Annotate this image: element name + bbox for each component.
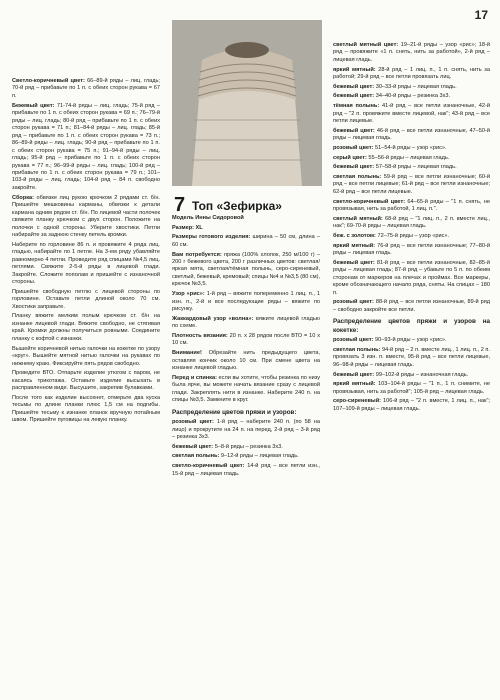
color-step-text: 88-й ряд – все петли изнаночные, 89-й ряд – свободно закройте все петли.: [333, 299, 490, 313]
color-step-label: розовый цвет:: [333, 144, 374, 151]
spec-line: [172, 316, 320, 331]
color-step-text: 68-й ряд – "1 лиц. п., 2 п. вместе лиц., нак"; 69-70-й ряды – лицевая гладь.: [333, 215, 490, 230]
color-step-label: серый цвет:: [333, 154, 367, 161]
yoke-step-text: 103–104-й ряды – "1 п., 1 п. снимите, не провязывая, нить за работой"; 105-й ряд – лицевая гладь.: [333, 381, 490, 395]
yoke-step-text: 90–93-й ряды – узор «рис».: [373, 337, 447, 344]
page-number: 17: [474, 8, 488, 22]
spec-line-text: пряжа (100% хлопок, 250 м/100 г) – 200 г бежевого цвета, 200 г различных цветов: светлая/яркая мята, светлая/тёмная полынь, серо-сиреневый, светлый, бежевый, кремовый; спицы №4 и №3,5 (80 см), крючок №3,5.: [172, 251, 320, 288]
spec-line-text: 1-й ряд – вяжите попеременно 1 лиц. п., 1 изн. п., 2-й и все последующие ряды – вяжите по рисунку.: [172, 291, 320, 313]
color-step: [333, 67, 490, 82]
sweater-photo: [172, 20, 322, 186]
paragraph-text: После того как изделие высохнет, отмерьте два куска тесьмы по длине планки плюс 1,5 см на подгибы. Пришейте тесьму к изнанке планок вручную потайным швом. Пришейте пуговицы на левую планку.: [12, 394, 160, 424]
color-step-label: бежевый цвет:: [333, 127, 375, 134]
color-step-label: бежевый цвет:: [333, 83, 375, 90]
color-step-text: 28-й ряд – 1 лиц. п., 1 п. снять, нить за работой; 29-й ряд – все петли провязать лиц.: [333, 66, 490, 81]
color-step: [333, 216, 490, 231]
paragraph-label: Светло-коричневый цвет:: [12, 78, 85, 84]
color-step-text: 30–33-й ряды – лицевая гладь.: [374, 83, 457, 90]
color-step-label: бежевый цвет:: [333, 93, 375, 100]
spec-line-label: Размеры готового изделия:: [172, 234, 251, 241]
color-step-text: 57–58-й ряды – лицевая гладь.: [374, 164, 457, 171]
sweater-illustration: [172, 20, 322, 186]
color-step-text: 55–56-й ряды – лицевая гладь.: [366, 154, 450, 161]
yoke-step: [333, 372, 490, 379]
color-step-text: 81-й ряд – все петли изнаночные, 82–85-й ряды – лицевая гладь; 87-й ряд – убавьте по 5 п. по обеим сторонам от маркеров на плечах и проймах. Все маркеры, кроме обозначающего начало ряда, сняты. На спицах – 180 п.: [333, 259, 490, 296]
paragraph-text: 66–89-й ряды – лиц. гладь; 70-й ряд – прибавьте по 1 п. с обеих сторон рукава = 67 п.: [12, 78, 160, 99]
yoke-step: [333, 398, 490, 413]
paragraph: [12, 370, 160, 392]
model-size: Размер: XL: [172, 224, 203, 231]
color-step-label: бежевый цвет:: [172, 443, 214, 450]
yoke-step-label: серо-сиреневый:: [333, 398, 382, 405]
color-step-text: 76-й ряд – все петли изнаночные; 77–80-й ряды – лицевая гладь.: [333, 242, 490, 257]
paragraph-text: 71-74-й ряды – лиц. гладь; 75-й ряд – прибавьте по 1 п. с обеих сторон рукава = 69 п.; 76–79-й ряды – лиц. гладь; 80-й ряд – прибавьте по 1 п. с обеих сторон рукава = 71 п.; 81–84-й ряды – лиц. гладь; 85-й ряд – прибавьте по 1 п. с обеих сторон рукава = 73 п.; 86–89-й ряды – лиц. гладь; 90-й ряд – прибавьте по 1 п. с обеих сторон рукава = 75 п.; 91–94-й ряды – лиц. гладь; 95-й ряд – прибавьте по 1 п. с обеих сторон рукава = 77 п.; 96–99-й ряды – лиц. гладь; 100-й ряд – прибавьте по 1 п. с обеих сторон рукава = 79 п.; 101–103-й ряды – лиц. гладь; 104-й ряд – 84 п. свободно закройте.: [12, 102, 160, 191]
section-title: Топ «Зефирка»: [192, 199, 282, 213]
color-step: [172, 453, 320, 460]
spec-line: [172, 333, 320, 348]
spec-line-text: Обрезайте нить предыдущего цвета, оставляя кончик около 10 см. При смене цвета на изнанке лицевой гладью.: [172, 350, 320, 372]
color-step: [333, 84, 490, 91]
spec-line: [172, 252, 320, 289]
color-step-text: 59-й ряд – все петли изнаночные; 60-й ряд – все петли лицевые; 61-й ряд – все петли изнаночные; 62-й ряд – все петли лицевые.: [333, 173, 490, 195]
yoke-subheading: Распределение цветов пряжи и узоров на кокетке:: [333, 318, 490, 334]
spec-line-text: ширина – 50 см, длина – 60 см.: [172, 234, 320, 248]
color-step: [333, 260, 490, 297]
paragraph-label: Сборка:: [12, 194, 35, 201]
column-right: [333, 42, 490, 415]
spec-line-label: Перед и спинка:: [172, 374, 217, 381]
color-step-label: светлая полынь:: [333, 173, 382, 180]
color-step-text: 5–8-й ряды – резинка 3х3.: [213, 443, 283, 450]
paragraph-text: Проведите ВТО. Отпарьте изделие утюгом с паром, не касаясь трикотажа. Оставьте изделие высыхать в расправленном виде. Высушите, закрепив булавками.: [12, 370, 160, 392]
yoke-step-text: 99–102-й ряды – изнаночная гладь.: [374, 371, 469, 378]
yoke-step-label: розовый цвет:: [333, 337, 374, 344]
paragraph-text: обвязке лиц рукою крючком 2 рядами ст. б/н. Пришейте мешковины карманы, обвязки к детали кармана одним рядом ст. б/н. По лицевой части полочек свяжите планку крючком с двух сторон. Положите на полочки с одной стороны. Уберите хвостики. Петли набирайте за заднюю стенку петель кромки.: [12, 194, 160, 239]
paragraph: [12, 289, 160, 311]
color-step-label: яркий мятный:: [333, 242, 376, 249]
paragraph: [12, 103, 160, 193]
spec-line-label: Плотность вязания:: [172, 332, 228, 339]
yoke-step-label: яркий мятный:: [333, 381, 376, 388]
section-number: 7: [174, 194, 186, 216]
color-step: [333, 233, 490, 240]
color-step: [333, 103, 490, 125]
spec-line-text: вяжите лицевой гладью по схеме.: [172, 315, 320, 330]
paragraph: [12, 242, 160, 287]
color-step-text: 64–65-й ряды – "1 п. снять, не провязывая, нить за работой, 1 лиц. п.".: [333, 198, 490, 213]
color-step-text: 9–12-й ряды – лицевая гладь.: [219, 453, 299, 460]
spec-line: [172, 350, 320, 372]
color-step: [172, 463, 320, 478]
color-step: [333, 42, 490, 64]
color-step-text: 51–54-й ряды – узор «рис».: [373, 144, 447, 151]
color-step-text: 19–21-й ряды – узор «рис»; 18-й ряд – провяжите «1 п. снять, нить за работой», 2-й ряд – лицевая гладь.: [333, 42, 490, 63]
color-step-label: беж. с золотом:: [333, 232, 376, 239]
color-step-text: 41-й ряд – все петли изнаночные, 42-й ряд – "2 п. провяжите вместе лицевой, нак"; 43-й ряд – все петли лицевые.: [333, 103, 490, 125]
spec-line-text: если вы хотите, чтобы резинка по низу была ярче, вы можете начать вязание сразу с лицевой глади. Закреплять нити в изнанке. Наберите 240 п. на спицы №3,5. Замкните в круг.: [172, 374, 321, 404]
color-step-label: светлая полынь:: [172, 453, 220, 460]
yoke-step: [333, 337, 490, 344]
color-step-label: светло-коричневый цвет:: [333, 198, 406, 205]
color-step: [333, 199, 490, 214]
color-step-text: 14-й ряд – все петли изн., 15-й ряд – лицевая гладь.: [172, 463, 320, 477]
paragraph-label: Бежевый цвет:: [12, 102, 55, 109]
spec-line-label: Узор «рис»:: [172, 291, 205, 298]
color-step: [333, 243, 490, 258]
color-step-label: розовый цвет:: [333, 299, 374, 306]
spec-line-text: 20 п. х 28 рядов после ВТО = 10 х 10 см.: [172, 332, 320, 347]
color-step: [333, 93, 490, 100]
color-step-text: 72–75-й ряды – узор «рис».: [375, 232, 450, 239]
color-step-text: 46-й ряд – все петли изнаночные, 47–50-й ряды – лицевая гладь.: [333, 127, 490, 142]
spec-line: [172, 375, 320, 405]
color-step-label: бежевый цвет:: [333, 164, 375, 171]
spec-line-label: Внимание!: [172, 350, 202, 357]
color-step-label: светлый мятный цвет:: [333, 42, 399, 48]
yoke-step: [333, 347, 490, 369]
paragraph-text: Планку вяжите мелким полым крючком ст. б/н на изнанке лицевой глади. Вяжите свободно, не стягивая край. Кромки должны получиться ровными. Соедините планку с кофтой с изнанки.: [12, 313, 160, 342]
yoke-step: [333, 381, 490, 396]
spec-line-label: Вам потребуется:: [172, 251, 222, 258]
color-step-label: тёмная полынь:: [333, 103, 380, 110]
color-step: [333, 145, 490, 152]
color-step: [333, 155, 490, 162]
color-step-text: 1-й ряд – наберите 240 п. (по 58 на лицо) и прокрутите на 24 п. на перед, 2-й ряд – 3-й ряд – резинка 3х3.: [172, 419, 320, 441]
paragraph-text: Вышейте коричневой нитью галочки на кокетке по узору «круг». Вышейте мятной нитью галочки на рукавах по нижнему краю. Фиксируйте пять рядов свободно.: [12, 345, 160, 367]
color-step: [333, 299, 490, 314]
color-step-text: 34–40-й ряды – резинка 3х3.: [374, 93, 451, 100]
model-author: Модель Инны Сидоровой: [172, 215, 244, 221]
spec-line: [172, 234, 320, 249]
color-step-label: яркий мятный:: [333, 66, 376, 73]
color-step-label: светло-коричневый цвет:: [172, 463, 245, 470]
yoke-step-label: светлая полынь:: [333, 346, 381, 353]
paragraph-text: Пришейте свободную петлю с лицевой стороны по горловине. Оставьте петли длиной около 70 см. Хвостики заправьте.: [12, 288, 160, 310]
paragraph: [12, 313, 160, 343]
color-step: [333, 164, 490, 171]
color-step: [333, 128, 490, 143]
paragraph: [12, 195, 160, 240]
yoke-step-label: бежевый цвет:: [333, 371, 375, 378]
column-middle: [172, 215, 320, 480]
yoke-step-text: 106-й ряд – "2 п. вместе, 1 лиц. п., нак"; 107–109-й ряды – лицевая гладь.: [333, 398, 490, 412]
color-step-label: светлый мятный:: [333, 215, 383, 222]
color-step-label: бежевый цвет:: [333, 259, 375, 266]
yoke-step-text: 94-й ряд – 2 п. вместе лиц., 1 лиц. п., 2 п. провязать 3 изн. п. вместе, 95-й ряд – все петли лицевые, 96–98-й ряды – лицевая гладь.: [333, 346, 490, 368]
spec-line-label: Жаккардовый узор «волна»:: [172, 315, 254, 322]
paragraph-text: Наберите по горловине 86 п. и провяжите 4 ряда лиц. гладью, набирайте по 1 петле. На 3-ем ряду убавляйте равномерно 4 петли. Проведите ряд спицами №4,5 лиц. петлями. Свяжите 2-5-й ряды в лицевой глади. Закройте. Сложите пополам и пришейте с изнаночной стороны.: [12, 241, 160, 286]
paragraph: [12, 395, 160, 425]
color-step: [172, 419, 320, 441]
color-step: [333, 174, 490, 196]
color-step-label: розовый цвет:: [172, 419, 214, 426]
column-left: [12, 78, 160, 427]
paragraph: [12, 346, 160, 368]
paragraph: [12, 78, 160, 100]
colors-subheading: Распределение цветов пряжи и узоров:: [172, 408, 297, 416]
color-step: [172, 444, 320, 451]
spec-line: [172, 291, 320, 313]
